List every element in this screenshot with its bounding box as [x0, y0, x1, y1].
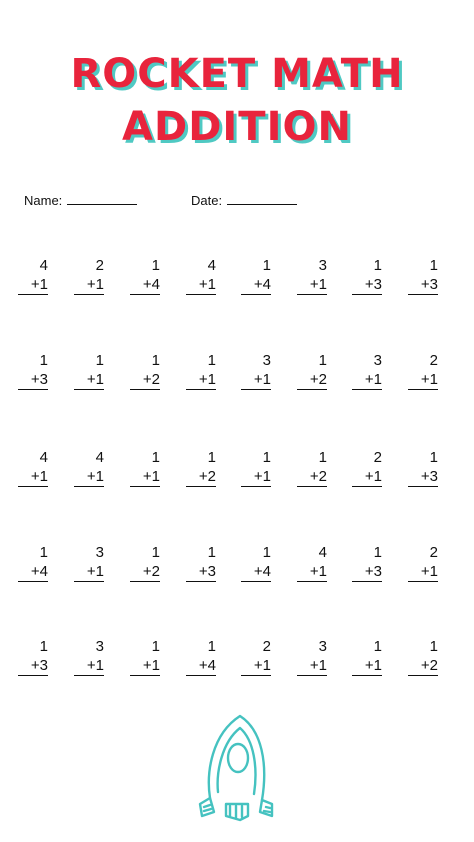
problem-addend-top: 1: [207, 638, 216, 655]
problem-addend-bottom: +1: [297, 562, 327, 582]
problem-addend-top: 1: [207, 352, 216, 369]
problem-addend-top: 4: [39, 257, 48, 274]
addition-problem: [297, 448, 327, 487]
addition-problem: [241, 448, 271, 487]
problem-addend-top: 4: [318, 544, 327, 561]
problem-addend-bottom: +1: [130, 467, 160, 487]
problem-addend-bottom: +3: [408, 275, 438, 295]
problem-addend-bottom: +1: [18, 467, 48, 487]
problem-addend-bottom: +2: [408, 656, 438, 676]
title-line-1: ROCKET MATH: [70, 51, 404, 97]
addition-problem: [408, 351, 438, 390]
addition-problem: [130, 448, 160, 487]
addition-problem: [408, 543, 438, 582]
problem-addend-bottom: +4: [186, 656, 216, 676]
addition-problem: [408, 637, 438, 676]
date-label: Date:: [191, 193, 223, 208]
problem-addend-top: 1: [429, 449, 438, 466]
problem-addend-bottom: +2: [186, 467, 216, 487]
problem-addend-bottom: +2: [297, 370, 327, 390]
addition-problem: [352, 256, 382, 295]
problem-addend-top: 1: [39, 638, 48, 655]
problem-addend-top: 1: [373, 638, 382, 655]
problem-addend-top: 1: [429, 638, 438, 655]
problem-addend-top: 1: [318, 352, 327, 369]
addition-problem: [130, 351, 160, 390]
problem-addend-bottom: +1: [352, 656, 382, 676]
problem-addend-top: 1: [318, 449, 327, 466]
problem-addend-top: 1: [207, 449, 216, 466]
problem-addend-top: 3: [95, 638, 104, 655]
problem-addend-top: 3: [318, 638, 327, 655]
problem-addend-top: 3: [318, 257, 327, 274]
addition-problem: [297, 351, 327, 390]
addition-problem: [352, 637, 382, 676]
problem-addend-top: 2: [373, 449, 382, 466]
problem-addend-bottom: +4: [241, 275, 271, 295]
problem-addend-bottom: +1: [297, 656, 327, 676]
addition-problem: [18, 637, 48, 676]
problem-addend-top: 4: [39, 449, 48, 466]
problem-addend-bottom: +1: [74, 656, 104, 676]
addition-problem: [186, 448, 216, 487]
problem-addend-bottom: +1: [408, 562, 438, 582]
addition-problem: [186, 543, 216, 582]
problem-addend-top: 1: [207, 544, 216, 561]
problem-addend-bottom: +3: [18, 656, 48, 676]
problem-addend-top: 1: [151, 544, 160, 561]
addition-problem: [74, 637, 104, 676]
problem-addend-top: 2: [95, 257, 104, 274]
problem-addend-bottom: +1: [18, 275, 48, 295]
problem-addend-bottom: +1: [186, 370, 216, 390]
problem-addend-bottom: +1: [74, 467, 104, 487]
addition-problem: [352, 448, 382, 487]
problem-addend-bottom: +1: [352, 370, 382, 390]
problem-addend-top: 2: [262, 638, 271, 655]
problem-addend-bottom: +1: [74, 562, 104, 582]
problem-addend-bottom: +1: [241, 370, 271, 390]
addition-problem: [130, 256, 160, 295]
problem-addend-top: 4: [207, 257, 216, 274]
problem-addend-top: 1: [151, 352, 160, 369]
problem-addend-bottom: +4: [130, 275, 160, 295]
addition-problem: [186, 351, 216, 390]
problem-addend-bottom: +3: [408, 467, 438, 487]
addition-problem: [18, 256, 48, 295]
addition-problem: [74, 256, 104, 295]
problem-addend-top: 1: [262, 544, 271, 561]
addition-problem: [297, 637, 327, 676]
problem-addend-bottom: +3: [352, 275, 382, 295]
problem-addend-top: 1: [262, 257, 271, 274]
problem-addend-bottom: +2: [297, 467, 327, 487]
problem-addend-bottom: +3: [18, 370, 48, 390]
problem-addend-bottom: +1: [241, 467, 271, 487]
name-blank[interactable]: [67, 192, 137, 205]
addition-problem: [18, 448, 48, 487]
problem-addend-bottom: +2: [130, 562, 160, 582]
problem-addend-bottom: +3: [186, 562, 216, 582]
addition-problem: [408, 256, 438, 295]
problem-addend-top: 1: [95, 352, 104, 369]
problem-addend-bottom: +1: [130, 656, 160, 676]
addition-problem: [241, 256, 271, 295]
addition-problem: [74, 448, 104, 487]
problem-addend-bottom: +2: [130, 370, 160, 390]
addition-problem: [241, 637, 271, 676]
problem-addend-bottom: +4: [18, 562, 48, 582]
problem-addend-bottom: +1: [241, 656, 271, 676]
addition-problem: [130, 543, 160, 582]
problem-addend-top: 1: [262, 449, 271, 466]
problem-addend-top: 1: [429, 257, 438, 274]
name-label: Name:: [24, 193, 63, 208]
problem-addend-bottom: +1: [352, 467, 382, 487]
problem-addend-top: 3: [262, 352, 271, 369]
problem-addend-top: 1: [151, 257, 160, 274]
addition-problem: [352, 351, 382, 390]
problem-addend-bottom: +1: [408, 370, 438, 390]
date-field[interactable]: [191, 192, 297, 208]
problem-addend-top: 1: [373, 257, 382, 274]
addition-problem: [74, 543, 104, 582]
addition-problem: [74, 351, 104, 390]
addition-problem: [352, 543, 382, 582]
addition-problem: [297, 256, 327, 295]
name-field[interactable]: [24, 192, 137, 208]
title-line-2: ADDITION: [122, 104, 352, 150]
problem-addend-top: 1: [39, 544, 48, 561]
addition-problem: [241, 351, 271, 390]
addition-problem: [408, 448, 438, 487]
problem-addend-top: 1: [373, 544, 382, 561]
problem-addend-top: 3: [95, 544, 104, 561]
problem-addend-top: 1: [151, 449, 160, 466]
rocket-icon: [196, 712, 278, 824]
addition-problem: [186, 256, 216, 295]
problem-addend-bottom: +1: [74, 370, 104, 390]
problem-addend-top: 4: [95, 449, 104, 466]
problem-addend-bottom: +1: [297, 275, 327, 295]
problem-addend-bottom: +1: [74, 275, 104, 295]
problem-addend-top: 2: [429, 544, 438, 561]
problem-addend-bottom: +3: [352, 562, 382, 582]
addition-problem: [130, 637, 160, 676]
addition-problem: [186, 637, 216, 676]
problem-addend-top: 1: [39, 352, 48, 369]
addition-problem: [18, 543, 48, 582]
date-blank[interactable]: [227, 192, 297, 205]
problem-addend-top: 1: [151, 638, 160, 655]
problem-addend-top: 2: [429, 352, 438, 369]
addition-problem: [241, 543, 271, 582]
problem-addend-bottom: +1: [186, 275, 216, 295]
problem-addend-bottom: +4: [241, 562, 271, 582]
problem-addend-top: 3: [373, 352, 382, 369]
addition-problem: [18, 351, 48, 390]
addition-problem: [297, 543, 327, 582]
